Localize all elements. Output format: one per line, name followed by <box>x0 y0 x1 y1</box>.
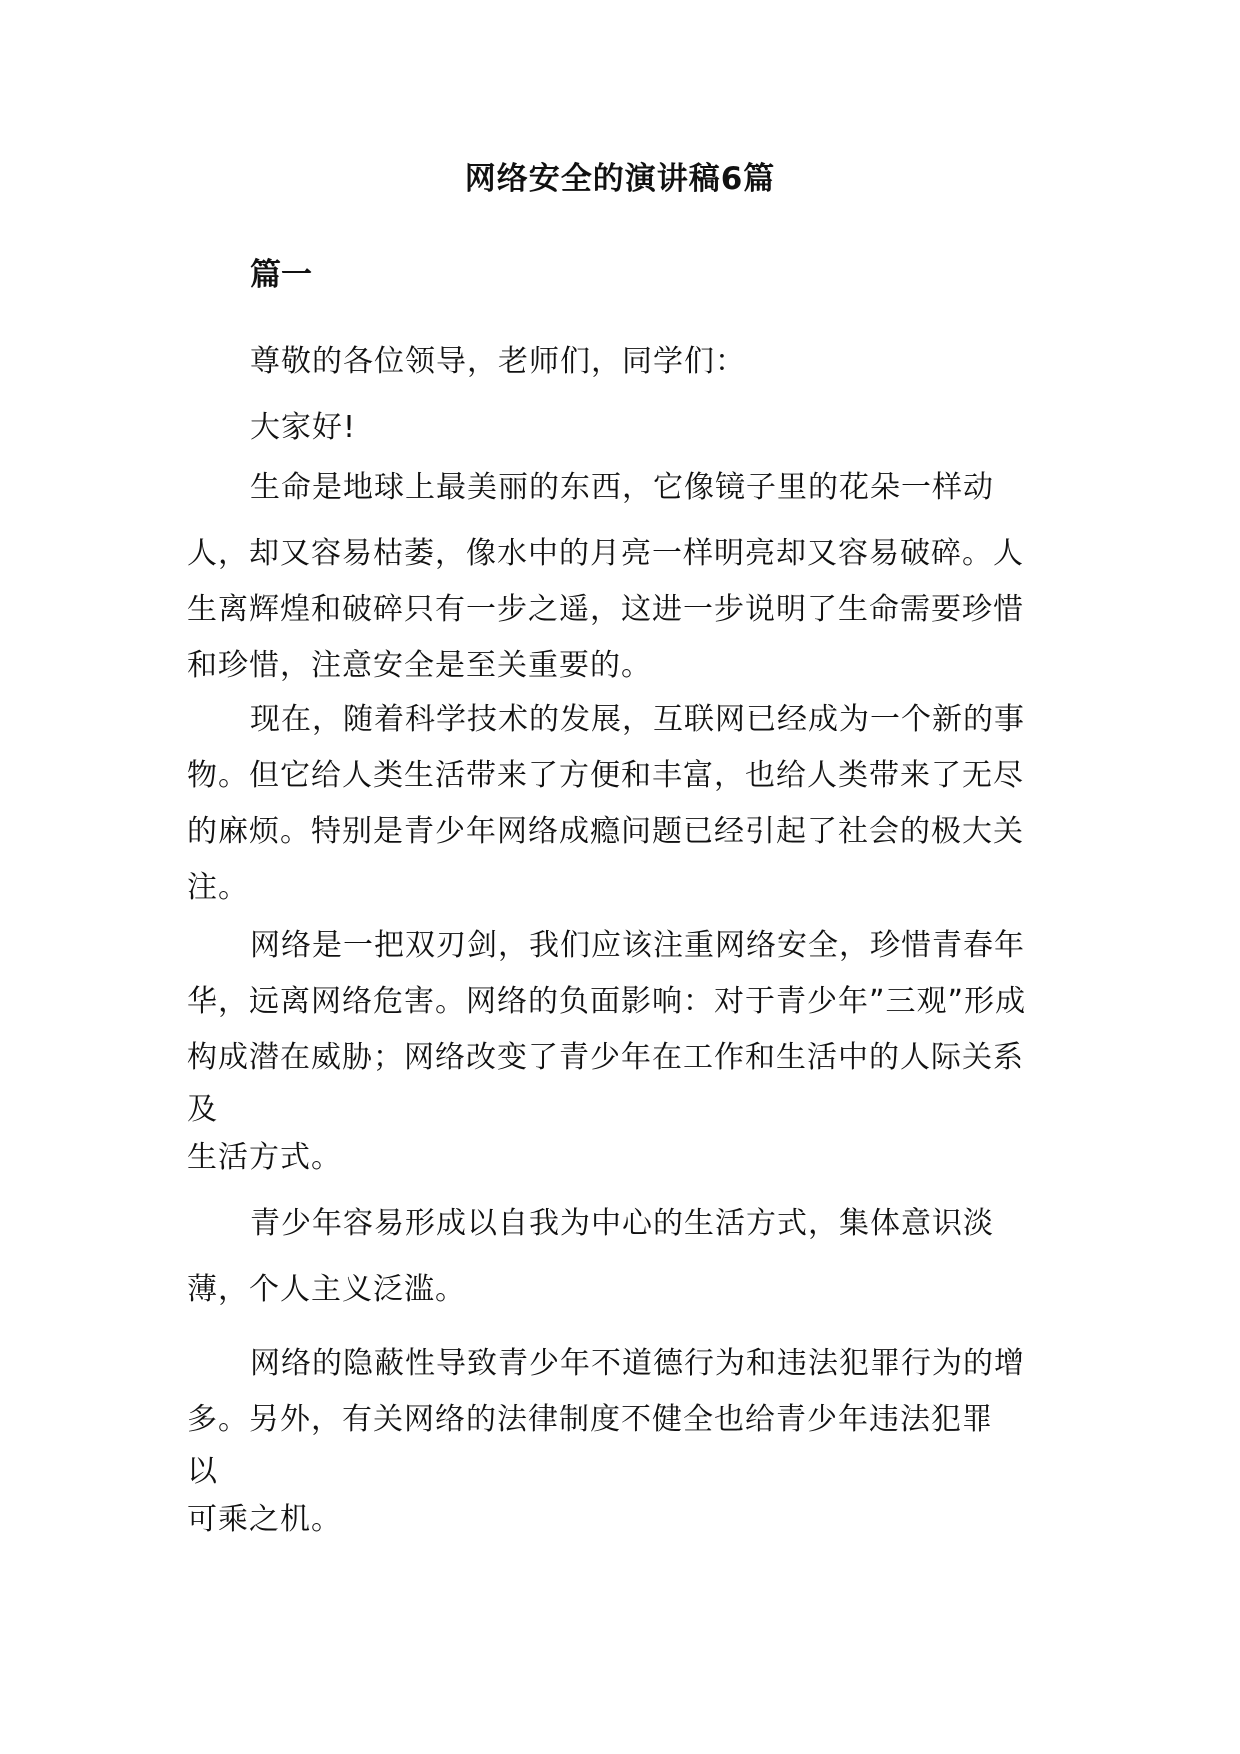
paragraph-5 <box>187 1336 1037 1544</box>
section-heading: 篇一 <box>250 257 312 293</box>
paragraph-line: 生离辉煌和破碎只有一步之遥，这进一步说明了生命需要珍惜 <box>187 592 1024 627</box>
paragraph-line: 人，却又容易枯萎，像水中的月亮一样明亮却又容易破碎。人 <box>187 536 1024 571</box>
paragraph-line: 以 <box>187 1454 218 1489</box>
salutation: 尊敬的各位领导，老师们，同学们： <box>250 344 746 379</box>
paragraph-2 <box>187 692 1037 916</box>
paragraph-line: 和珍惜，注意安全是至关重要的。 <box>187 648 652 683</box>
greeting: 大家好! <box>250 410 357 445</box>
paragraph-line: 注。 <box>187 870 249 905</box>
paragraph-4-continuation: 薄，个人主义泛滥。 <box>187 1272 466 1307</box>
paragraph-line: 的麻烦。特别是青少年网络成瘾问题已经引起了社会的极大关 <box>187 814 1024 849</box>
paragraph-line: 构成潜在威胁；网络改变了青少年在工作和生活中的人际关系 <box>187 1040 1024 1075</box>
paragraph-line: 生活方式。 <box>187 1140 342 1175</box>
paragraph-line: 物。但它给人类生活带来了方便和丰富，也给人类带来了无尽 <box>187 758 1024 793</box>
paragraph-4-first-line: 青少年容易形成以自我为中心的生活方式，集体意识淡 <box>250 1206 994 1241</box>
paragraph-3 <box>187 918 1037 1182</box>
document-title: 网络安全的演讲稿6篇 <box>464 161 776 197</box>
paragraph-line: 网络的隐蔽性导致青少年不道德行为和违法犯罪行为的增 <box>250 1346 1025 1381</box>
paragraph-line: 网络是一把双刃剑，我们应该注重网络安全，珍惜青春年 <box>250 928 1025 963</box>
paragraph-1-first-line: 生命是地球上最美丽的东西，它像镜子里的花朵一样动 <box>250 470 994 505</box>
paragraph-line: 可乘之机。 <box>187 1502 342 1537</box>
paragraph-1 <box>187 526 1037 694</box>
paragraph-line: 多。另外，有关网络的法律制度不健全也给青少年违法犯罪 <box>187 1402 993 1437</box>
paragraph-line: 现在，随着科学技术的发展，互联网已经成为一个新的事 <box>250 702 1025 737</box>
paragraph-line: 及 <box>187 1092 218 1127</box>
paragraph-line: 华，远离网络危害。网络的负面影响：对于青少年”三观”形成 <box>187 984 1027 1019</box>
